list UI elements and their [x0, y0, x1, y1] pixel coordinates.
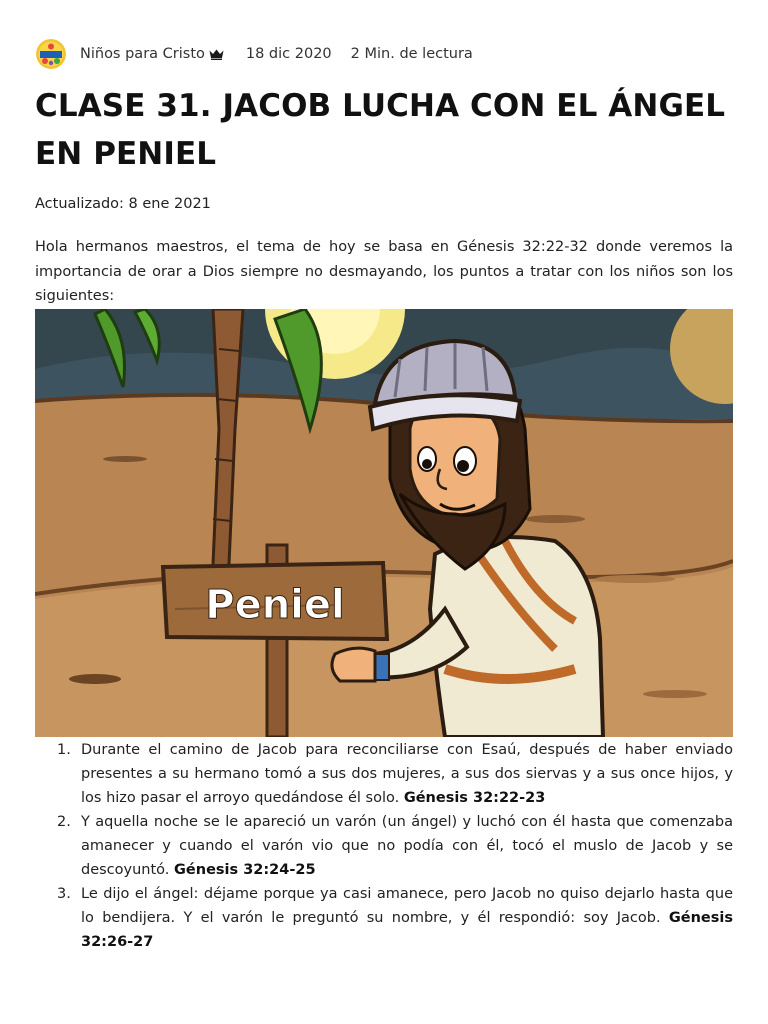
read-time: 2 Min. de lectura — [350, 46, 473, 62]
item-number: 1. — [57, 742, 71, 758]
item-text: Durante el camino de Jacob para reconciliarse con Esaú, después de haber enviado presentes a su hermano tomó a sus dos mujeres, a sus dos siervas y a sus once hijos, y los hizo pasar el arroyo quedándose él solo. — [81, 742, 733, 806]
item-text: Le dijo el ángel: déjame porque ya casi amanece, pero Jacob no quiso dejarlo hasta que lo bendijera. Y el varón le preguntó su nombre, y él respondió: soy Jacob. — [81, 886, 733, 926]
author-avatar[interactable] — [36, 39, 66, 69]
author-link[interactable] — [80, 46, 246, 62]
post-title: CLASE 31. JACOB LUCHA CON EL ÁNGEL EN PENIEL — [35, 88, 726, 172]
item-number: 2. — [57, 814, 71, 830]
list-item — [35, 810, 733, 882]
list-item — [35, 738, 733, 810]
bible-reference: Génesis 32:22-23 — [403, 790, 546, 806]
bible-reference: Génesis 32:24-25 — [174, 862, 316, 878]
author-name[interactable]: Niños para Cristo — [80, 46, 205, 62]
post-meta — [36, 38, 473, 70]
post-date: 18 dic 2020 — [245, 46, 332, 62]
bible-reference: Génesis 32:26-27 — [81, 910, 733, 950]
hero-image[interactable] — [35, 309, 733, 737]
list-item — [35, 882, 733, 954]
points-list — [35, 738, 733, 954]
updated-date: Actualizado: 8 ene 2021 — [35, 196, 211, 212]
sign-text: Peniel — [205, 582, 345, 628]
item-number: 3. — [57, 886, 71, 902]
crown-icon — [209, 49, 224, 60]
item-text: Y aquella noche se le apareció un varón (un ángel) y luchó con él hasta que comenzaba amanecer y cuando el varón vio que no podía con él, tocó el muslo de Jacob y se descoyuntó. — [81, 814, 733, 878]
intro-paragraph: Hola hermanos maestros, el tema de hoy se basa en Génesis 32:22-32 donde veremos la importancia de orar a Dios siempre no desmayando, los puntos a tratar con los niños son los siguientes: — [35, 239, 733, 304]
